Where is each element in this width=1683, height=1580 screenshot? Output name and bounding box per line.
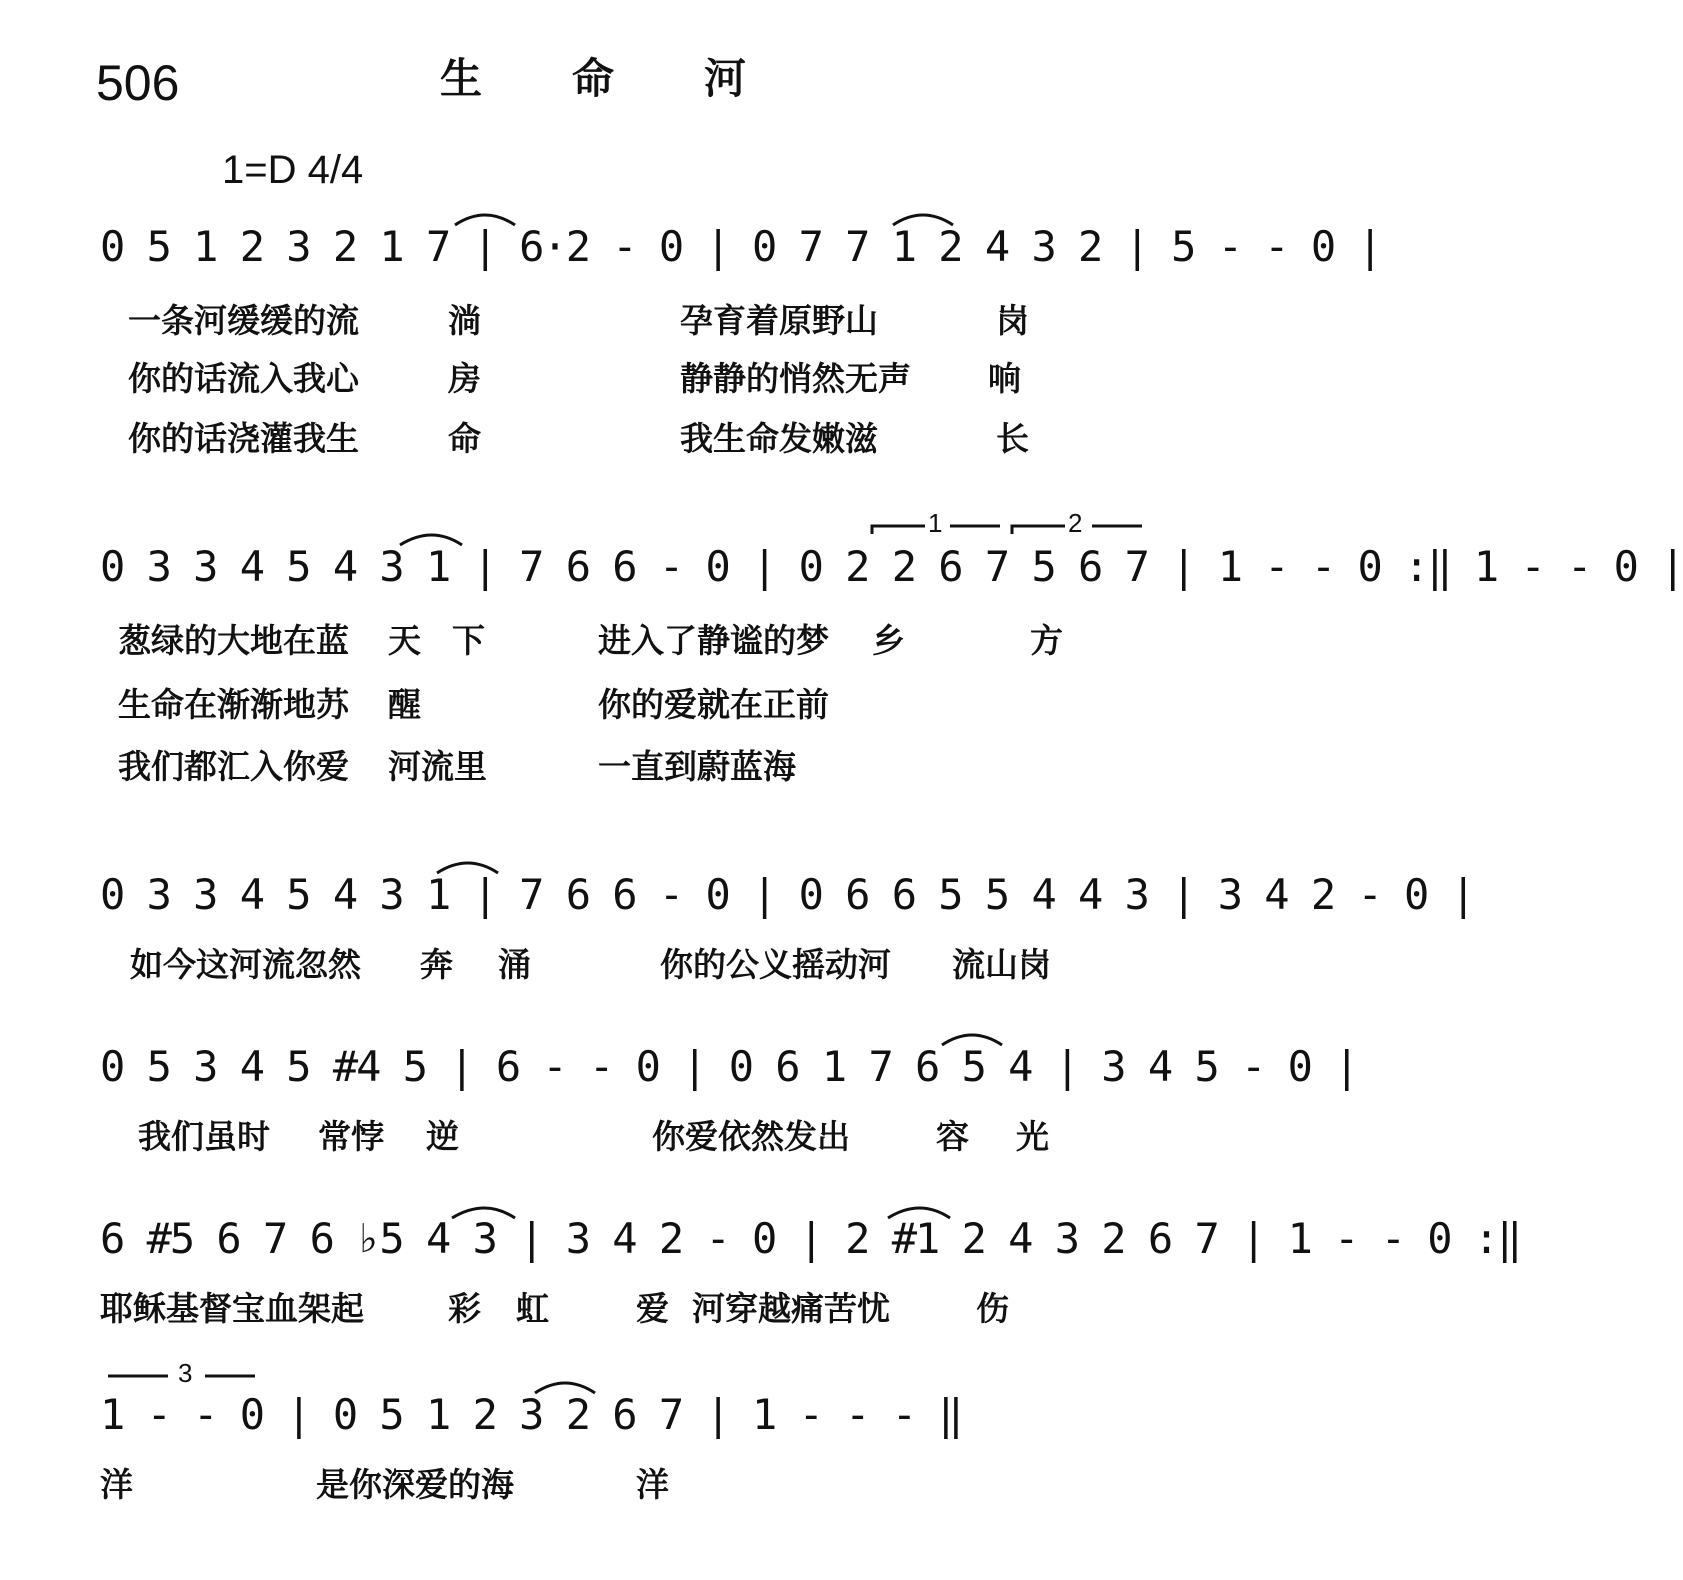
lyric: 一直到蔚蓝海 <box>598 747 796 786</box>
lyric: 天 <box>388 621 421 660</box>
lyric: 生命在渐渐地苏 <box>118 685 349 724</box>
staff-line-2: 0 3 3 4 5 4 3 1 | 7 6 6 - 0 | 0 2 2 6 7 5 6 7 | 1 - - 0 :‖ 1 - - 0 | <box>100 542 1683 591</box>
lyric: 淌 <box>448 301 481 340</box>
staff-line-5: 6 #5 6 7 6 ♭5 4 3 | 3 4 2 - 0 | 2 #1 2 4 3 2 6 7 | 1 - - 0 :‖ <box>100 1214 1521 1263</box>
lyric: 你爱依然发出 <box>652 1117 850 1156</box>
lyric: 如今这河流忽然 <box>130 945 361 984</box>
staff-line-3: 0 3 3 4 5 4 3 1 | 7 6 6 - 0 | 0 6 6 5 5 4 4 3 | 3 4 2 - 0 | <box>100 870 1474 919</box>
lyric: 你的话流入我心 <box>128 359 359 398</box>
lyric: 爱 <box>636 1289 669 1328</box>
lyric: 命 <box>448 419 481 458</box>
staff-line-6: 1 - - 0 | 0 5 1 2 3 2 6 7 | 1 - - - ‖ <box>100 1390 962 1439</box>
lyric: 河穿越痛苦忧 <box>692 1289 890 1328</box>
lyric: 静静的悄然无声 <box>680 359 911 398</box>
lyric: 光 <box>1016 1117 1049 1156</box>
lyric: 岗 <box>996 301 1029 340</box>
lyric: 你的公义摇动河 <box>660 945 891 984</box>
lyric: 洋 <box>100 1465 133 1504</box>
lyric: 一条河缓缓的流 <box>128 301 359 340</box>
lyric: 乡 <box>872 621 905 660</box>
lyric: 伤 <box>976 1289 1009 1328</box>
ending-1-bracket <box>872 526 925 534</box>
lyric: 下 <box>452 621 485 660</box>
lyric: 容 <box>936 1117 969 1156</box>
lyric: 响 <box>988 359 1021 398</box>
hymn-number: 506 <box>96 55 180 111</box>
lyric: 方 <box>1030 621 1063 660</box>
lyric: 流山岗 <box>952 945 1051 984</box>
lyric: 葱绿的大地在蓝 <box>118 621 349 660</box>
staff-line-4: 0 5 3 4 5 #4 5 | 6 - - 0 | 0 6 1 7 6 5 4 | 3 4 5 - 0 | <box>100 1042 1358 1091</box>
staff-line-1: 0 5 1 2 3 2 1 7 | 6·2 - 0 | 0 7 7 1 2 4 3 2 | 5 - - 0 | <box>100 222 1381 271</box>
ending-3-label: 3 <box>178 1358 193 1388</box>
lyric: 常悖 <box>318 1117 384 1156</box>
ending-2-label: 2 <box>1068 508 1083 538</box>
lyric: 涌 <box>498 945 531 984</box>
lyric: 河流里 <box>388 747 487 786</box>
lyric: 逆 <box>426 1117 459 1156</box>
key-signature: 1=D 4/4 <box>222 148 364 192</box>
lyric: 虹 <box>516 1289 549 1328</box>
lyric: 洋 <box>636 1465 669 1504</box>
lyric: 彩 <box>448 1289 481 1328</box>
lyric: 你的话浇灌我生 <box>128 419 359 458</box>
lyric: 我们都汇入你爱 <box>118 747 349 786</box>
lyric: 房 <box>448 359 481 398</box>
lyric: 长 <box>996 419 1029 458</box>
ending-1-label: 1 <box>928 508 943 538</box>
lyric: 孕育着原野山 <box>680 301 878 340</box>
lyric: 醒 <box>388 685 421 724</box>
lyric: 是你深爱的海 <box>316 1465 514 1504</box>
ending-2-bracket <box>1012 526 1065 534</box>
lyric: 耶稣基督宝血架起 <box>100 1289 364 1328</box>
lyric: 进入了静谧的梦 <box>598 621 829 660</box>
lyric: 我们虽时 <box>138 1117 270 1156</box>
lyric: 你的爱就在正前 <box>598 685 829 724</box>
lyric: 奔 <box>420 945 453 984</box>
hymn-title: 生命河 <box>440 54 837 103</box>
lyric: 我生命发嫩滋 <box>680 419 878 458</box>
